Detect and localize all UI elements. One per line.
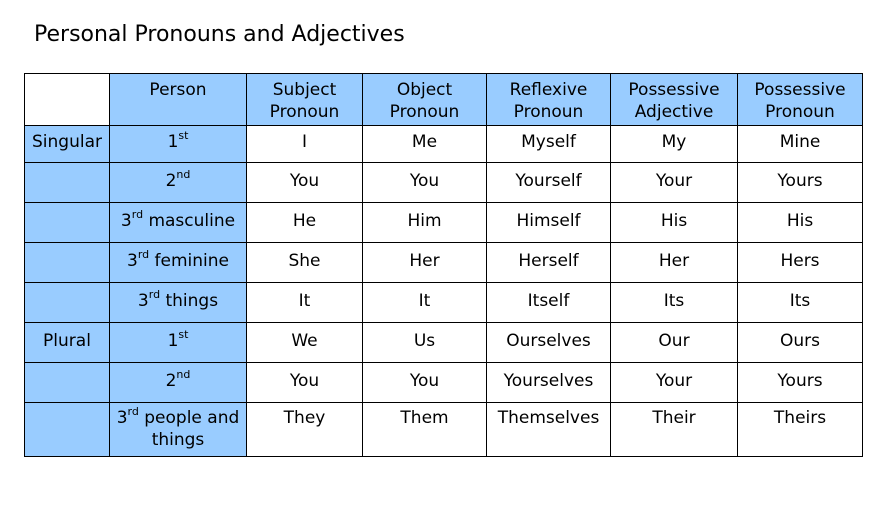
number-cell (25, 243, 110, 283)
person-cell (110, 403, 247, 457)
person-ordinal-suffix: st (178, 328, 189, 342)
table-row (25, 203, 863, 243)
person-cell (110, 323, 247, 363)
person-qualifier: things (160, 291, 219, 311)
number-cell: Singular (25, 126, 110, 163)
person-ordinal: 3 (120, 211, 132, 231)
person-cell (110, 126, 247, 163)
person-ordinal-suffix: rd (131, 208, 144, 222)
cell-poss-pron: Mine (738, 126, 863, 163)
header-possessive-pronoun (738, 74, 863, 126)
person-qualifier: people and (138, 408, 240, 428)
person-cell (110, 283, 247, 323)
cell-reflexive: Yourself (487, 163, 611, 203)
header-line: Subject (272, 80, 337, 100)
header-person: Person (110, 74, 247, 126)
person-label (110, 407, 246, 429)
cell-subject: You (247, 163, 363, 203)
cell-subject: It (247, 283, 363, 323)
person-ordinal: 3 (126, 251, 138, 271)
table-row (25, 126, 863, 163)
number-cell (25, 403, 110, 457)
person-label (110, 370, 246, 392)
person-cell (110, 363, 247, 403)
number-cell (25, 163, 110, 203)
header-row (25, 74, 863, 126)
cell-poss-adj: Their (611, 403, 738, 457)
cell-reflexive: Myself (487, 126, 611, 163)
person-ordinal: 3 (116, 408, 128, 428)
header-line: Possessive (754, 80, 846, 100)
cell-reflexive: Yourselves (487, 363, 611, 403)
number-cell (25, 283, 110, 323)
cell-poss-adj: Our (611, 323, 738, 363)
cell-poss-pron: Hers (738, 243, 863, 283)
person-ordinal: 3 (137, 291, 149, 311)
person-ordinal: 2 (165, 371, 177, 391)
person-qualifier: masculine (143, 211, 236, 231)
cell-subject: He (247, 203, 363, 243)
person-ordinal-suffix: rd (127, 405, 139, 419)
table-row (25, 403, 863, 457)
cell-object: Me (363, 126, 487, 163)
cell-poss-adj: Its (611, 283, 738, 323)
page-title: Personal Pronouns and Adjectives (34, 22, 405, 47)
person-cell (110, 203, 247, 243)
person-label-line2: things (151, 430, 205, 450)
table-row (25, 323, 863, 363)
cell-subject: We (247, 323, 363, 363)
cell-reflexive: Ourselves (487, 323, 611, 363)
cell-subject: She (247, 243, 363, 283)
cell-object: You (363, 363, 487, 403)
header-line: Pronoun (269, 102, 340, 122)
cell-poss-pron: His (738, 203, 863, 243)
header-subject-pronoun (247, 74, 363, 126)
cell-object: Them (363, 403, 487, 457)
cell-reflexive: Herself (487, 243, 611, 283)
cell-poss-adj: My (611, 126, 738, 163)
cell-poss-adj: His (611, 203, 738, 243)
cell-poss-adj: Your (611, 163, 738, 203)
header-line: Pronoun (765, 102, 835, 122)
person-ordinal-suffix: st (178, 129, 189, 143)
person-cell (110, 243, 247, 283)
corner-cell (25, 74, 110, 126)
header-reflexive-pronoun (487, 74, 611, 126)
cell-poss-pron: Theirs (738, 403, 863, 457)
header-line: Pronoun (389, 102, 460, 122)
person-label (110, 170, 246, 192)
header-line: Reflexive (509, 80, 588, 100)
cell-poss-adj: Her (611, 243, 738, 283)
person-ordinal: 2 (165, 171, 177, 191)
person-label (110, 210, 246, 232)
person-label (110, 330, 246, 352)
pronoun-table (24, 73, 863, 457)
table-row (25, 283, 863, 323)
header-line: Pronoun (513, 102, 584, 122)
person-ordinal-suffix: rd (148, 288, 161, 302)
cell-reflexive: Themselves (487, 403, 611, 457)
number-cell (25, 363, 110, 403)
person-ordinal-suffix: rd (137, 248, 150, 262)
person-qualifier: feminine (149, 251, 229, 271)
cell-object: Her (363, 243, 487, 283)
header-line: Object (396, 80, 453, 100)
person-label (110, 290, 246, 312)
cell-poss-adj: Your (611, 363, 738, 403)
cell-object: Him (363, 203, 487, 243)
table-row (25, 163, 863, 203)
cell-subject: I (247, 126, 363, 163)
cell-poss-pron: Yours (738, 363, 863, 403)
person-ordinal: 1 (167, 132, 179, 152)
cell-poss-pron: Its (738, 283, 863, 323)
person-cell (110, 163, 247, 203)
person-ordinal: 1 (167, 331, 179, 351)
header-possessive-adjective (611, 74, 738, 126)
cell-subject: They (247, 403, 363, 457)
number-cell (25, 203, 110, 243)
cell-poss-pron: Yours (738, 163, 863, 203)
number-cell: Plural (25, 323, 110, 363)
cell-object: Us (363, 323, 487, 363)
cell-poss-pron: Ours (738, 323, 863, 363)
cell-reflexive: Himself (487, 203, 611, 243)
cell-subject: You (247, 363, 363, 403)
table-row (25, 363, 863, 403)
person-ordinal-suffix: nd (176, 168, 191, 182)
header-line: Possessive (628, 80, 720, 100)
table-row (25, 243, 863, 283)
person-ordinal-suffix: nd (176, 368, 191, 382)
header-line: Adjective (634, 102, 714, 122)
cell-object: It (363, 283, 487, 323)
cell-object: You (363, 163, 487, 203)
header-object-pronoun (363, 74, 487, 126)
person-label (110, 131, 246, 153)
person-label (110, 250, 246, 272)
cell-reflexive: Itself (487, 283, 611, 323)
